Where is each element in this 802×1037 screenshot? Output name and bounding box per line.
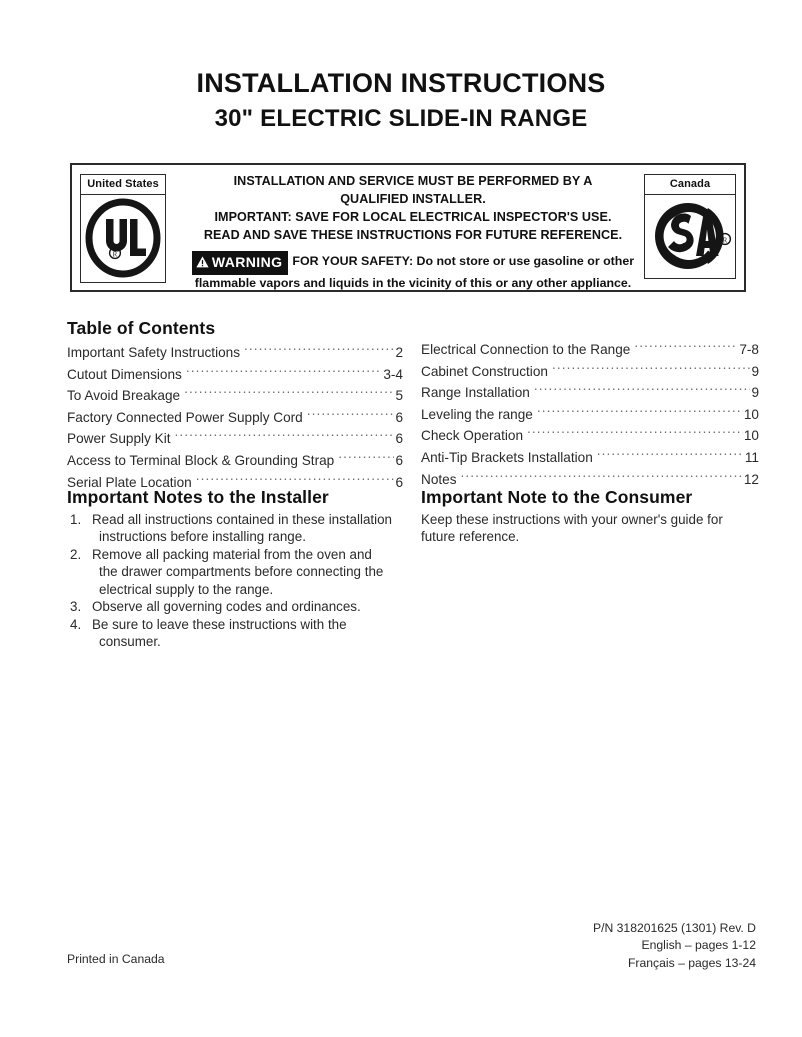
toc-leader (597, 448, 744, 462)
installer-note-text (92, 616, 403, 651)
toc-entry[interactable] (421, 404, 759, 426)
note-line: instructions before installing range. (99, 529, 306, 545)
footer-right-block (593, 920, 756, 972)
toc-entry-label: Leveling the range (421, 406, 533, 422)
consumer-note-line: future reference. (421, 529, 520, 545)
installer-note-item (67, 546, 403, 598)
french-page-range: Français – pages 13-24 (627, 955, 756, 970)
installer-note-number: 2. (70, 546, 82, 562)
ca-certification-panel (644, 174, 736, 279)
toc-entry-page: 9 (751, 363, 759, 379)
toc-entry[interactable] (67, 342, 403, 364)
page-title-line-1: INSTALLATION INSTRUCTIONS (196, 68, 606, 98)
toc-entry[interactable] (67, 428, 403, 450)
toc-entry-page: 10 (743, 428, 759, 444)
notice-text-block (176, 173, 650, 293)
toc-entry-label: Check Operation (421, 428, 524, 444)
toc-leader (527, 427, 743, 441)
toc-leader (552, 362, 750, 376)
installer-notes-list (67, 511, 403, 650)
installer-notes-heading: Important Notes to the Installer (67, 487, 329, 507)
toc-leader (196, 473, 395, 487)
safety-notice-box (70, 163, 746, 292)
part-number: P/N 318201625 (1301) Rev. D (592, 921, 756, 935)
toc-entry-page: 6 (395, 474, 403, 490)
toc-entry-label: Serial Plate Location (67, 474, 192, 490)
note-line: Remove all packing material from the oven and (92, 546, 372, 562)
toc-entry[interactable] (421, 361, 759, 383)
notice-line: IMPORTANT: SAVE FOR LOCAL ELECTRICAL INSPECTOR'S USE. (214, 209, 612, 224)
installer-notes-section (67, 487, 403, 650)
warning-badge (192, 251, 288, 275)
toc-leader (307, 408, 395, 422)
toc-leader (634, 340, 738, 354)
toc-entry-label: Access to Terminal Block & Grounding Strap (67, 453, 335, 469)
toc-entry-page: 12 (743, 471, 759, 487)
toc-entry[interactable] (421, 425, 759, 447)
warning-text-line-1: FOR YOUR SAFETY: Do not store or use gasoline or other (292, 253, 635, 268)
toc-entry-page: 6 (395, 431, 403, 447)
toc-entry-label: Notes (421, 471, 457, 487)
toc-leader (184, 387, 394, 401)
toc-entry-label: Range Installation (421, 385, 530, 401)
toc-list-right (421, 339, 759, 490)
toc-entry-label: Important Safety Instructions (67, 345, 241, 360)
consumer-note-section (421, 487, 759, 546)
page-title-line-2: 30" ELECTRIC SLIDE-IN RANGE (214, 104, 588, 132)
note-line: consumer. (99, 633, 161, 649)
warning-triangle-icon (196, 253, 209, 273)
consumer-note-line: Keep these instructions with your owner's guide for (421, 512, 723, 527)
installer-note-number: 1. (70, 512, 82, 527)
installer-note-number: 3. (70, 599, 82, 615)
toc-entry-page: 3-4 (383, 366, 403, 382)
toc-entry[interactable] (421, 339, 759, 361)
toc-entry-page: 6 (395, 453, 403, 469)
toc-entry-label: To Avoid Breakage (67, 388, 181, 404)
toc-list-left (67, 342, 403, 493)
page-title (0, 68, 802, 134)
toc-entry-label: Cutout Dimensions (67, 366, 182, 382)
notice-line: QUALIFIED INSTALLER. (340, 191, 486, 206)
ca-certification-caption: Canada (645, 175, 735, 195)
toc-entry[interactable] (67, 450, 403, 472)
installer-note-item (67, 598, 403, 615)
toc-entry[interactable] (67, 364, 403, 386)
toc-entry-page: 6 (395, 409, 403, 425)
svg-text:R: R (112, 250, 118, 259)
note-line: Observe all governing codes and ordinances. (92, 599, 361, 615)
toc-entry[interactable] (67, 407, 403, 429)
note-line: Be sure to leave these instructions with the (92, 616, 347, 632)
notice-line: READ AND SAVE THESE INSTRUCTIONS FOR FUTURE REFERENCE. (203, 227, 623, 242)
notice-line: INSTALLATION AND SERVICE MUST BE PERFORMED BY A (233, 174, 593, 188)
us-certification-panel (80, 174, 166, 283)
toc-heading: Table of Contents (67, 318, 216, 338)
installer-note-text (92, 546, 403, 598)
note-line: the drawer compartments before connecting the (99, 564, 384, 580)
csa-mark-icon (645, 195, 735, 277)
installer-note-item (67, 511, 403, 546)
toc-entry-page: 2 (395, 345, 403, 360)
consumer-note-heading: Important Note to the Consumer (421, 487, 693, 507)
consumer-note-body (421, 511, 759, 546)
installer-note-text (92, 598, 403, 615)
toc-entry-page: 5 (395, 388, 403, 404)
toc-entry-page: 11 (744, 450, 759, 466)
toc-entry[interactable] (421, 382, 759, 404)
note-line: electrical supply to the range. (99, 581, 274, 597)
installer-note-number: 4. (70, 616, 82, 632)
toc-entry[interactable] (421, 447, 759, 469)
toc-leader (175, 430, 395, 444)
printed-in-label: Printed in Canada (67, 952, 165, 966)
toc-entry-page: 9 (751, 385, 759, 401)
toc-entry[interactable] (67, 385, 403, 407)
english-page-range: English – pages 1-12 (641, 938, 756, 953)
toc-entry-label: Anti-Tip Brackets Installation (421, 450, 593, 466)
toc-entry-page: 10 (743, 406, 759, 422)
toc-leader (534, 384, 751, 398)
svg-text:R: R (722, 236, 728, 245)
toc-entry-label: Factory Connected Power Supply Cord (67, 409, 303, 425)
toc-leader (537, 405, 743, 419)
toc-leader (244, 343, 394, 357)
warning-badge-label: WARNING (211, 253, 283, 270)
installer-note-text (92, 511, 403, 546)
toc-leader (461, 470, 743, 484)
ul-mark-icon (81, 195, 165, 281)
toc-right-column (421, 339, 759, 490)
warning-text-line-2: flammable vapors and liquids in the vicinity of this or any other appliance. (194, 275, 632, 290)
note-line: Read all instructions contained in these installation (92, 512, 392, 527)
toc-entry-label: Electrical Connection to the Range (421, 342, 631, 357)
toc-leader (186, 365, 383, 379)
installer-note-item (67, 616, 403, 651)
us-certification-caption: United States (81, 175, 165, 195)
toc-leader (338, 451, 394, 465)
toc-entry-label: Power Supply Kit (67, 431, 171, 447)
toc-entry-page: 7-8 (739, 342, 759, 357)
toc-entry-label: Cabinet Construction (421, 363, 548, 379)
warning-paragraph (176, 251, 650, 293)
toc-left-column (67, 318, 403, 493)
